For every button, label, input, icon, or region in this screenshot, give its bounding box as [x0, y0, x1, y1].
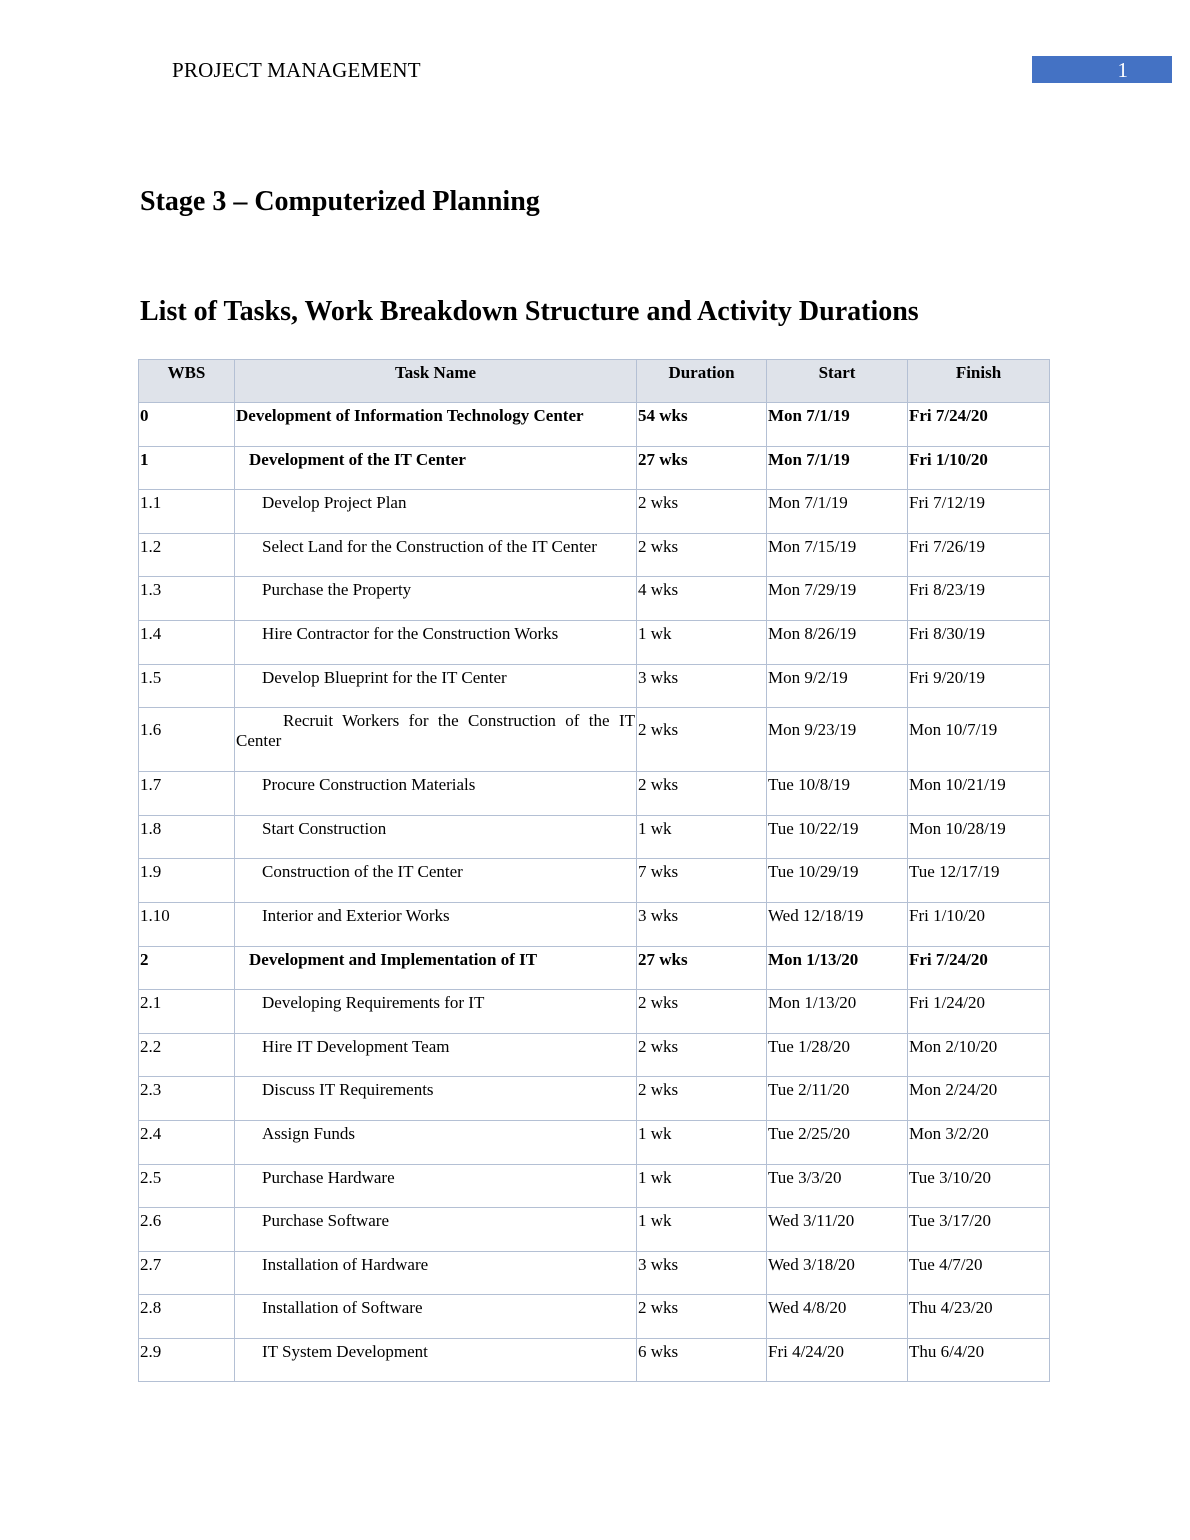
duration-cell: 7 wks: [637, 859, 767, 903]
duration-cell: 2 wks: [637, 1295, 767, 1339]
finish-cell: Fri 1/10/20: [908, 902, 1050, 946]
start-cell: Mon 7/1/19: [767, 490, 908, 534]
finish-cell: Tue 12/17/19: [908, 859, 1050, 903]
duration-cell: 2 wks: [637, 1033, 767, 1077]
finish-cell: Mon 3/2/20: [908, 1120, 1050, 1164]
duration-cell: 1 wk: [637, 1120, 767, 1164]
task-name-cell: Assign Funds: [235, 1120, 637, 1164]
task-name-cell: Select Land for the Construction of the IT Center: [235, 533, 637, 577]
task-name-cell: IT System Development: [235, 1338, 637, 1382]
finish-cell: Mon 10/28/19: [908, 815, 1050, 859]
task-name-cell: Hire Contractor for the Construction Works: [235, 620, 637, 664]
wbs-cell: 2.6: [139, 1208, 235, 1252]
finish-cell: Tue 3/10/20: [908, 1164, 1050, 1208]
duration-cell: 27 wks: [637, 946, 767, 990]
start-cell: Mon 8/26/19: [767, 620, 908, 664]
wbs-cell: 2.4: [139, 1120, 235, 1164]
task-name-cell: Construction of the IT Center: [235, 859, 637, 903]
wbs-cell: 1.8: [139, 815, 235, 859]
table-row: [139, 772, 1050, 816]
wbs-cell: 1.3: [139, 577, 235, 621]
task-name-cell: Development and Implementation of IT: [235, 946, 637, 990]
finish-cell: Tue 3/17/20: [908, 1208, 1050, 1252]
task-name-cell: Installation of Software: [235, 1295, 637, 1339]
duration-cell: 2 wks: [637, 708, 767, 772]
wbs-cell: 1.4: [139, 620, 235, 664]
table-row: [139, 1120, 1050, 1164]
wbs-cell: 1.10: [139, 902, 235, 946]
start-cell: Mon 9/2/19: [767, 664, 908, 708]
table-row: [139, 1164, 1050, 1208]
wbs-cell: 1.5: [139, 664, 235, 708]
finish-cell: Fri 8/30/19: [908, 620, 1050, 664]
finish-cell: Fri 1/24/20: [908, 990, 1050, 1034]
finish-cell: Tue 4/7/20: [908, 1251, 1050, 1295]
wbs-cell: 1.7: [139, 772, 235, 816]
start-cell: Mon 7/15/19: [767, 533, 908, 577]
table-row: [139, 664, 1050, 708]
wbs-cell: 1.6: [139, 708, 235, 772]
table-row: [139, 1251, 1050, 1295]
wbs-cell: 2.5: [139, 1164, 235, 1208]
finish-cell: Mon 2/10/20: [908, 1033, 1050, 1077]
wbs-cell: 2.1: [139, 990, 235, 1034]
duration-cell: 6 wks: [637, 1338, 767, 1382]
duration-cell: 54 wks: [637, 403, 767, 447]
duration-cell: 1 wk: [637, 620, 767, 664]
finish-cell: Mon 10/21/19: [908, 772, 1050, 816]
table-row: [139, 1295, 1050, 1339]
page-number: 1: [1032, 56, 1172, 83]
task-name-cell: Purchase the Property: [235, 577, 637, 621]
duration-cell: 3 wks: [637, 902, 767, 946]
task-name-cell: Start Construction: [235, 815, 637, 859]
finish-cell: Fri 7/26/19: [908, 533, 1050, 577]
table-row: [139, 1338, 1050, 1382]
duration-cell: 2 wks: [637, 772, 767, 816]
duration-cell: 27 wks: [637, 446, 767, 490]
task-name-cell: Develop Blueprint for the IT Center: [235, 664, 637, 708]
task-name-cell: Installation of Hardware: [235, 1251, 637, 1295]
duration-cell: 2 wks: [637, 490, 767, 534]
duration-cell: 2 wks: [637, 1077, 767, 1121]
wbs-cell: 2: [139, 946, 235, 990]
column-header-wbs: WBS: [139, 360, 235, 403]
duration-cell: 3 wks: [637, 664, 767, 708]
wbs-cell: 2.7: [139, 1251, 235, 1295]
finish-cell: Fri 9/20/19: [908, 664, 1050, 708]
finish-cell: Fri 7/24/20: [908, 403, 1050, 447]
table-row: [139, 1208, 1050, 1252]
start-cell: Mon 7/29/19: [767, 577, 908, 621]
wbs-cell: 1.1: [139, 490, 235, 534]
start-cell: Mon 7/1/19: [767, 403, 908, 447]
column-header-start: Start: [767, 360, 908, 403]
finish-cell: Fri 8/23/19: [908, 577, 1050, 621]
start-cell: Mon 1/13/20: [767, 990, 908, 1034]
finish-cell: Thu 6/4/20: [908, 1338, 1050, 1382]
stage-heading: Stage 3 – Computerized Planning: [140, 186, 540, 217]
duration-cell: 3 wks: [637, 1251, 767, 1295]
duration-cell: 1 wk: [637, 1208, 767, 1252]
table-header-row: [139, 360, 1050, 403]
task-name-cell: Procure Construction Materials: [235, 772, 637, 816]
column-header-duration: Duration: [637, 360, 767, 403]
start-cell: Tue 1/28/20: [767, 1033, 908, 1077]
task-name-cell: Development of Information Technology Center: [235, 403, 637, 447]
duration-cell: 1 wk: [637, 1164, 767, 1208]
table-row: [139, 1077, 1050, 1121]
start-cell: Tue 10/29/19: [767, 859, 908, 903]
table-row: [139, 1033, 1050, 1077]
duration-cell: 1 wk: [637, 815, 767, 859]
table-row: [139, 815, 1050, 859]
task-name-cell: Interior and Exterior Works: [235, 902, 637, 946]
column-header-task-name: Task Name: [235, 360, 637, 403]
start-cell: Wed 3/18/20: [767, 1251, 908, 1295]
table-row: [139, 577, 1050, 621]
wbs-cell: 2.8: [139, 1295, 235, 1339]
task-name-cell: Discuss IT Requirements: [235, 1077, 637, 1121]
start-cell: Tue 2/11/20: [767, 1077, 908, 1121]
task-name-cell: Develop Project Plan: [235, 490, 637, 534]
start-cell: Tue 3/3/20: [767, 1164, 908, 1208]
task-name-cell: Hire IT Development Team: [235, 1033, 637, 1077]
start-cell: Mon 9/23/19: [767, 708, 908, 772]
column-header-finish: Finish: [908, 360, 1050, 403]
list-heading: List of Tasks, Work Breakdown Structure and Activity Durations: [140, 296, 919, 327]
wbs-cell: 2.2: [139, 1033, 235, 1077]
task-name-cell: Developing Requirements for IT: [235, 990, 637, 1034]
start-cell: Tue 10/22/19: [767, 815, 908, 859]
start-cell: Wed 12/18/19: [767, 902, 908, 946]
table-row: [139, 990, 1050, 1034]
finish-cell: Thu 4/23/20: [908, 1295, 1050, 1339]
wbs-cell: 2.3: [139, 1077, 235, 1121]
wbs-cell: 1: [139, 446, 235, 490]
start-cell: Fri 4/24/20: [767, 1338, 908, 1382]
table-row: [139, 620, 1050, 664]
duration-cell: 2 wks: [637, 533, 767, 577]
finish-cell: Fri 7/24/20: [908, 946, 1050, 990]
start-cell: Wed 4/8/20: [767, 1295, 908, 1339]
finish-cell: Fri 1/10/20: [908, 446, 1050, 490]
finish-cell: Mon 10/7/19: [908, 708, 1050, 772]
wbs-cell: 2.9: [139, 1338, 235, 1382]
start-cell: Tue 10/8/19: [767, 772, 908, 816]
task-name-cell: Purchase Hardware: [235, 1164, 637, 1208]
task-name-cell: Recruit Workers for the Construction of the IT Center: [235, 708, 637, 772]
wbs-table: [138, 359, 1050, 1382]
task-name-cell: Purchase Software: [235, 1208, 637, 1252]
table-row: [139, 859, 1050, 903]
table-row: [139, 946, 1050, 990]
table-row: [139, 403, 1050, 447]
table-row: [139, 490, 1050, 534]
task-name-cell: Development of the IT Center: [235, 446, 637, 490]
finish-cell: Mon 2/24/20: [908, 1077, 1050, 1121]
table-row: [139, 708, 1050, 772]
table-row: [139, 902, 1050, 946]
start-cell: Wed 3/11/20: [767, 1208, 908, 1252]
start-cell: Mon 1/13/20: [767, 946, 908, 990]
wbs-cell: 1.9: [139, 859, 235, 903]
running-head: PROJECT MANAGEMENT: [172, 58, 421, 82]
table-row: [139, 446, 1050, 490]
finish-cell: Fri 7/12/19: [908, 490, 1050, 534]
wbs-cell: 0: [139, 403, 235, 447]
duration-cell: 2 wks: [637, 990, 767, 1034]
wbs-cell: 1.2: [139, 533, 235, 577]
table-row: [139, 533, 1050, 577]
duration-cell: 4 wks: [637, 577, 767, 621]
start-cell: Tue 2/25/20: [767, 1120, 908, 1164]
start-cell: Mon 7/1/19: [767, 446, 908, 490]
